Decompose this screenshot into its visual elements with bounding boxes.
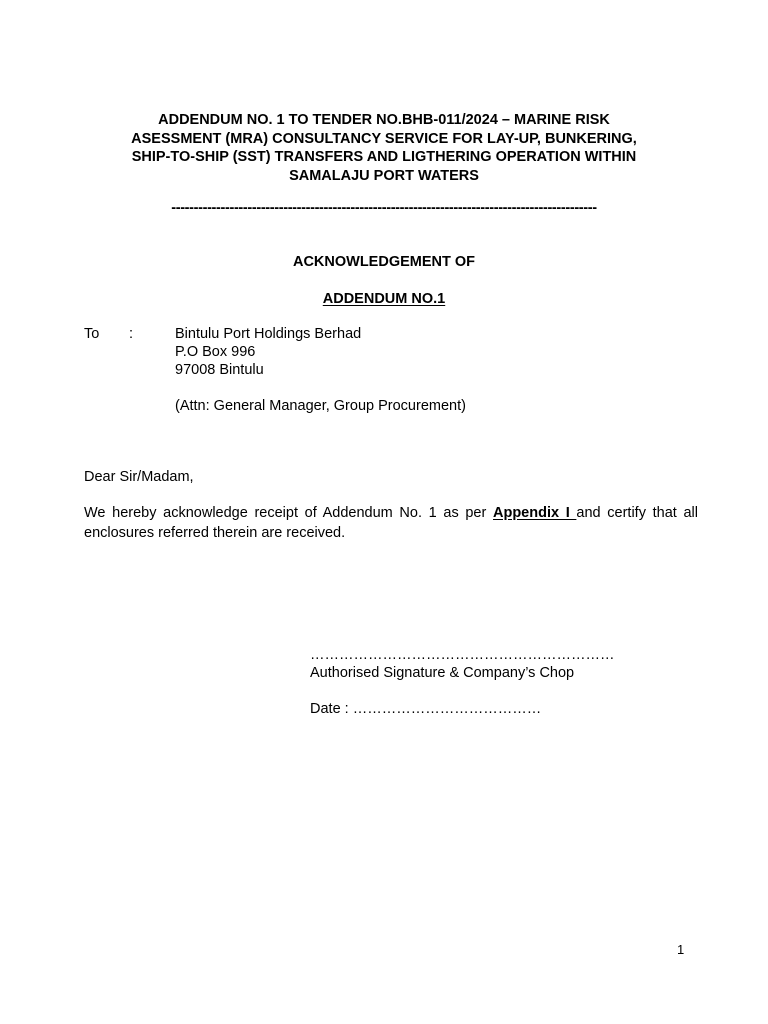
title-line-3: SHIP-TO-SHIP (SST) TRANSFERS AND LIGTHERING OPERATION WITHIN [131,149,637,165]
acknowledgement-heading: ACKNOWLEDGEMENT OF [292,254,476,270]
address-line-3: 97008 Bintulu [175,362,264,378]
date-line: ………………………………… [352,701,542,717]
signature-label: Authorised Signature & Company’s Chop [310,665,575,681]
document-title [0,111,768,185]
dashed-separator: ----------------------------------------------------------------------------------------------- [171,200,597,216]
title-line-4: SAMALAJU PORT WATERS [289,167,479,184]
title-line-2: ASESSMENT (MRA) CONSULTANCY SERVICE FOR LAY-UP, BUNKERING, [131,130,637,147]
attention-line: (Attn: General Manager, Group Procurement) [175,398,466,414]
to-colon: : [129,326,134,342]
addendum-heading: ADDENDUM NO.1 [322,291,446,307]
date-label: Date : [310,701,353,717]
paragraph-text-start: We hereby acknowledge receipt of Addendum No. 1 as per [84,505,493,521]
address-line-2: P.O Box 996 [175,344,256,360]
address-line-1: Bintulu Port Holdings Berhad [175,326,362,342]
page-number: 1 [677,942,685,957]
date-field [310,700,541,719]
salutation: Dear Sir/Madam, [84,469,194,485]
to-label: To [84,326,100,342]
title-line-1: ADDENDUM NO. 1 TO TENDER NO.BHB-011/2024 – MARINE RISK [158,112,610,128]
addendum-heading-wrapper [0,291,768,307]
acknowledgement-paragraph [84,503,698,543]
paragraph-text-end: and certify that all enclosures referred therein are received. [84,505,698,541]
signature-line: ……………………………………………………… [310,647,615,663]
appendix-reference: Appendix I [493,505,577,521]
